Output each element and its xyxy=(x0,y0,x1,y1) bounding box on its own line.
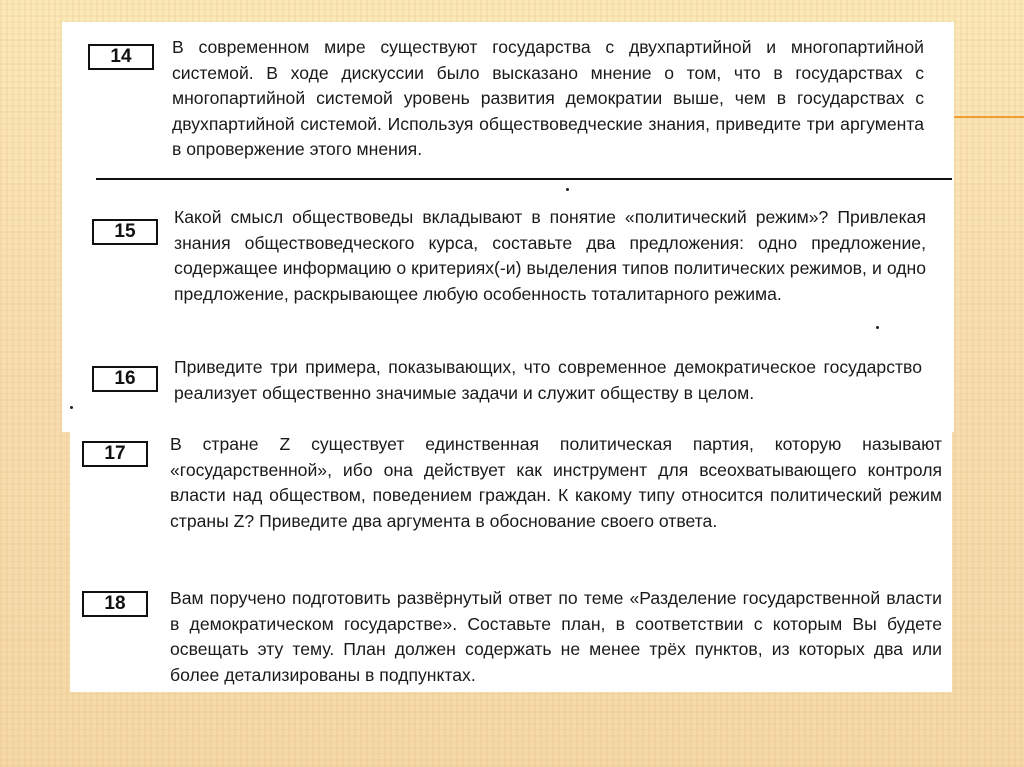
task-number-box: 17 xyxy=(82,441,148,467)
task-text: Приведите три примера, показывающих, что современное демократическое государство реализует общественно значимые задачи и служит обществу в целом. xyxy=(174,357,922,403)
scan-speck xyxy=(876,326,879,329)
task-number-box: 18 xyxy=(82,591,148,617)
task-text: Вам поручено подготовить развёрнутый ответ по теме «Разделение государственной власти в демократическом государстве». Составьте план, в соответствии с которым Вы будете освещать эту тему. План должен содержать не менее трёх пунктов, из которых два или более детализированы в подпунктах. xyxy=(170,588,942,685)
task-text: В стране Z существует единственная политическая партия, которую называют «государственной», ибо она действует как инструмент для всеохватывающего контроля власти над обществом, поведением граждан. К какому типу относится политический режим страны Z? Приведите два аргумента в обоснование своего ответа. xyxy=(170,434,942,531)
task-text: В современном мире существуют государства с двухпартийной и многопартийной системой. В ходе дискуссии было высказано мнение о том, что в государствах с многопартийной системой уровень развития демократии выше, чем в государствах с двухпартийной системой. Используя обществоведческие знания, приведите три аргумента в опровержение этого мнения. xyxy=(172,37,924,159)
task-text: Какой смысл обществоведы вкладывают в понятие «политический режим»? Привлекая знания обществоведческого курса, составьте два предложения: одно предложение, содержащее информацию о критериях(-и) выделения типов политических режимов, и одно предложение, раскрывающее любую особенность тоталитарного режима. xyxy=(174,207,926,304)
scan-speck xyxy=(70,406,73,409)
task-number-box: 15 xyxy=(92,219,158,245)
accent-line xyxy=(952,116,1024,118)
scan-speck xyxy=(566,188,569,191)
section-divider xyxy=(96,178,952,180)
task-number-box: 16 xyxy=(92,366,158,392)
task-number-box: 14 xyxy=(88,44,154,70)
